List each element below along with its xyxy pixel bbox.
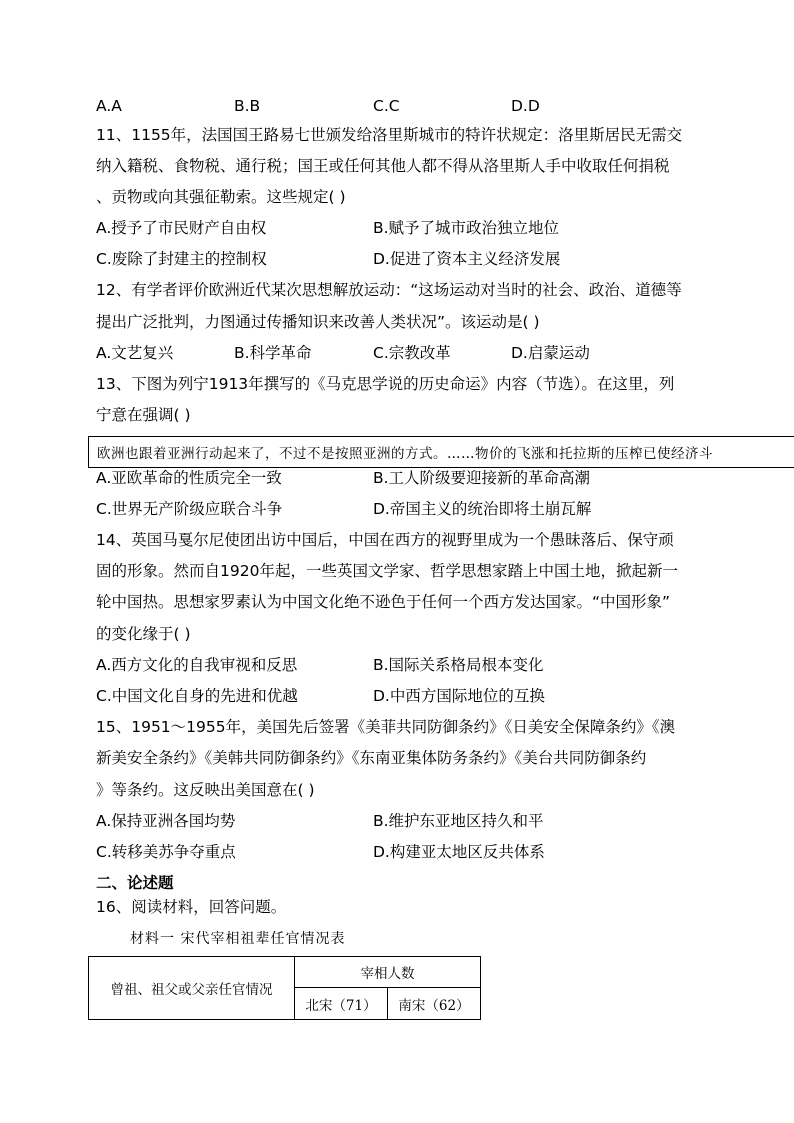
q12-stem-line-1: 12、有学者评价欧洲近代某次思想解放运动：“这场运动对当时的社会、政治、道德等 <box>96 281 682 299</box>
q12-stem-line-2: 提出广泛批判，力图通过传播知识来改善人类状况”。该运动是( ) <box>96 313 540 331</box>
q11-option-a[interactable]: A.授予了市民财产自由权 <box>96 219 267 237</box>
q14-stem-line-3: 轮中国热。思想家罗素认为中国文化绝不逊色于任何一个西方发达国家。“中国形象” <box>96 593 671 611</box>
q15-option-c[interactable]: C.转移美苏争夺重点 <box>96 843 236 861</box>
q12-option-a[interactable]: A.文艺复兴 <box>96 344 174 362</box>
q15-option-a[interactable]: A.保持亚洲各国均势 <box>96 812 236 830</box>
q14-stem-line-4: 的变化缘于( ) <box>96 625 191 643</box>
q11-stem-line-3: 、贡物或向其强征勒索。这些规定( ) <box>96 188 346 206</box>
q13-option-b[interactable]: B.工人阶级要迎接新的革命高潮 <box>373 469 591 487</box>
q13-option-c[interactable]: C.世界无产阶级应联合斗争 <box>96 500 283 518</box>
q15-stem-line-3: 》等条约。这反映出美国意在( ) <box>96 781 315 799</box>
q13-stem-line-2: 宁意在强调( ) <box>96 406 191 424</box>
table-col-south-song: 南宋（62） <box>388 988 481 1020</box>
prev-option-d[interactable]: D.D <box>511 97 540 115</box>
q12-option-c[interactable]: C.宗教改革 <box>373 344 451 362</box>
q13-option-a[interactable]: A.亚欧革命的性质完全一致 <box>96 469 282 487</box>
q11-option-c[interactable]: C.废除了封建主的控制权 <box>96 250 267 268</box>
q11-option-b[interactable]: B.赋予了城市政治独立地位 <box>373 219 560 237</box>
q11-stem-line-1: 11、1155年，法国国王路易七世颁发给洛里斯城市的特许状规定：洛里斯居民无需交 <box>96 126 683 144</box>
q12-option-b[interactable]: B.科学革命 <box>234 344 312 362</box>
q13-quote-box <box>88 436 794 468</box>
prev-option-c[interactable]: C.C <box>373 97 400 115</box>
table-col-north-song: 北宋（71） <box>295 988 388 1020</box>
material-table <box>88 956 481 1020</box>
q14-option-b[interactable]: B.国际关系格局根本变化 <box>373 656 544 674</box>
section-heading: 二、论述题 <box>96 874 174 892</box>
q15-stem-line-2: 新美安全条约》《美韩共同防御条约》《东南亚集体防务条约》《美台共同防御条约 <box>96 749 647 767</box>
table-group-header: 宰相人数 <box>295 957 481 988</box>
q11-stem-line-2: 纳入籍税、食物税、通行税；国王或任何其他人都不得从洛里斯人手中收取任何捐税 <box>96 157 670 175</box>
q14-option-a[interactable]: A.西方文化的自我审视和反思 <box>96 656 298 674</box>
prev-option-a[interactable]: A.A <box>96 97 122 115</box>
q11-option-d[interactable]: D.促进了资本主义经济发展 <box>373 250 561 268</box>
material-caption: 材料一 宋代宰相祖辈任官情况表 <box>130 931 346 947</box>
q15-option-b[interactable]: B.维护东亚地区持久和平 <box>373 812 544 830</box>
q14-stem-line-2: 固的形象。然而自1920年起，一些英国文学家、哲学思想家踏上中国土地，掀起新一 <box>96 562 678 580</box>
q14-stem-line-1: 14、英国马戛尔尼使团出访中国后，中国在西方的视野里成为一个愚昧落后、保守顽 <box>96 531 674 549</box>
prev-option-b[interactable]: B.B <box>234 97 261 115</box>
q13-stem-line-1: 13、下图为列宁1913年撰写的《马克思学说的历史命运》内容（节选）。在这里，列 <box>96 375 675 393</box>
table-row-header: 曾祖、祖父或父亲任官情况 <box>89 957 295 1020</box>
q14-option-d[interactable]: D.中西方国际地位的互换 <box>373 687 545 705</box>
q13-quote-text: 欧洲也跟着亚洲行动起来了，不过不是按照亚洲的方式。……物价的飞涨和托拉斯的压榨已使经济斗 <box>97 446 713 462</box>
q15-stem-line-1: 15、1951～1955年，美国先后签署《美菲共同防御条约》《日美安全保障条约》《澳 <box>96 718 676 736</box>
q14-option-c[interactable]: C.中国文化自身的先进和优越 <box>96 687 298 705</box>
q13-option-d[interactable]: D.帝国主义的统治即将土崩瓦解 <box>373 500 592 518</box>
q12-option-d[interactable]: D.启蒙运动 <box>511 344 590 362</box>
q16-stem-line: 16、阅读材料，回答问题。 <box>96 898 287 916</box>
q15-option-d[interactable]: D.构建亚太地区反共体系 <box>373 843 545 861</box>
